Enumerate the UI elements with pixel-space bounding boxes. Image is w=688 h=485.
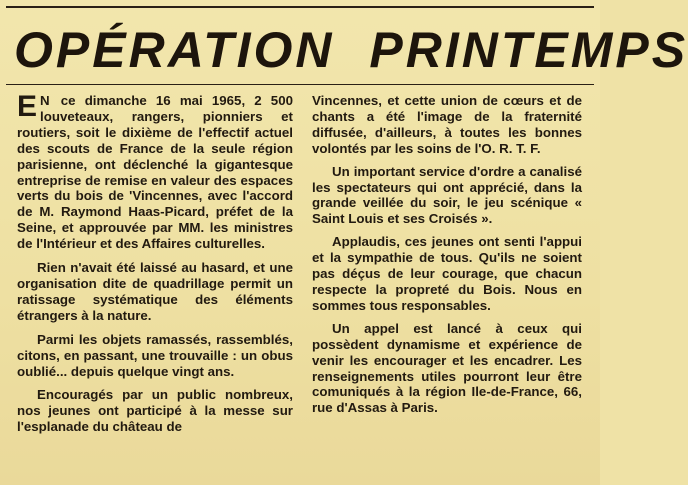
paragraph-intro-text: ce dimanche 16 mai 1965, 2 500 louveteaux, rangers, pionniers et routiers, soit le dixième de l'effectif actuel des scouts de France de la seule région parisienne, ont déclenché la gigantesque entreprise de remise en valeur des espaces verts du bois de 'Vincennes, avec l'accord de M. Raymond Haas-Picard, préfet de la Seine, et approuvée par MM. les ministres de l'Intérieur et des Affaires culturelles. xyxy=(17,93,293,252)
paragraph-mass: Encouragés par un public nombreux, nos jeunes ont participé à la messe sur l'esplanade du château de xyxy=(17,387,293,435)
paragraph-appel: Un appel est lancé à ceux qui possèdent dynamisme et expérience de venir les encourager et les encadrer. Les renseignements utiles pourront leur être comuniqués à la région Ile-de-France, 66, rue d'Assas à Paris. xyxy=(312,320,582,416)
paragraph-service-ordre: Un important service d'ordre a canalisé les spectateurs qui ont apprécié, dans la grande veillée du soir, le jeu scénique « Saint Louis et ses Croisés ». xyxy=(312,163,582,227)
drop-cap: E xyxy=(17,90,38,123)
left-column xyxy=(17,90,293,443)
paragraph-objects: Parmi les objets ramassés, rassemblés, citons, en passant, une trouvaille : un obus oublié... depuis quelque vingt ans. xyxy=(17,331,293,379)
top-rule xyxy=(6,6,594,8)
paragraph-intro xyxy=(17,90,293,252)
paragraph-applaudis: Applaudis, ces jeunes ont senti l'appui et la sympathie de tous. Qu'ils ne soient pas déçus de leur courage, que chacun respecte la propreté du Bois. Nous en sommes tous responsables. xyxy=(312,234,582,313)
paragraph-vincennes: Vincennes, et cette union de cœurs et de chants a été l'image de la fraternité diffusée, d'ailleurs, à toutes les bonnes volontés par les soins de l'O. R. T. F. xyxy=(312,93,582,156)
lead-word: N xyxy=(40,93,52,108)
paragraph-organisation: Rien n'avait été laissé au hasard, et une organisation dite de quadrillage permit un ratissage systématique des éléments étrangers à la nature. xyxy=(17,260,293,323)
right-column xyxy=(312,93,582,423)
headline: OPÉRATION PRINTEMPS xyxy=(14,22,688,78)
headline-rule xyxy=(6,84,594,85)
